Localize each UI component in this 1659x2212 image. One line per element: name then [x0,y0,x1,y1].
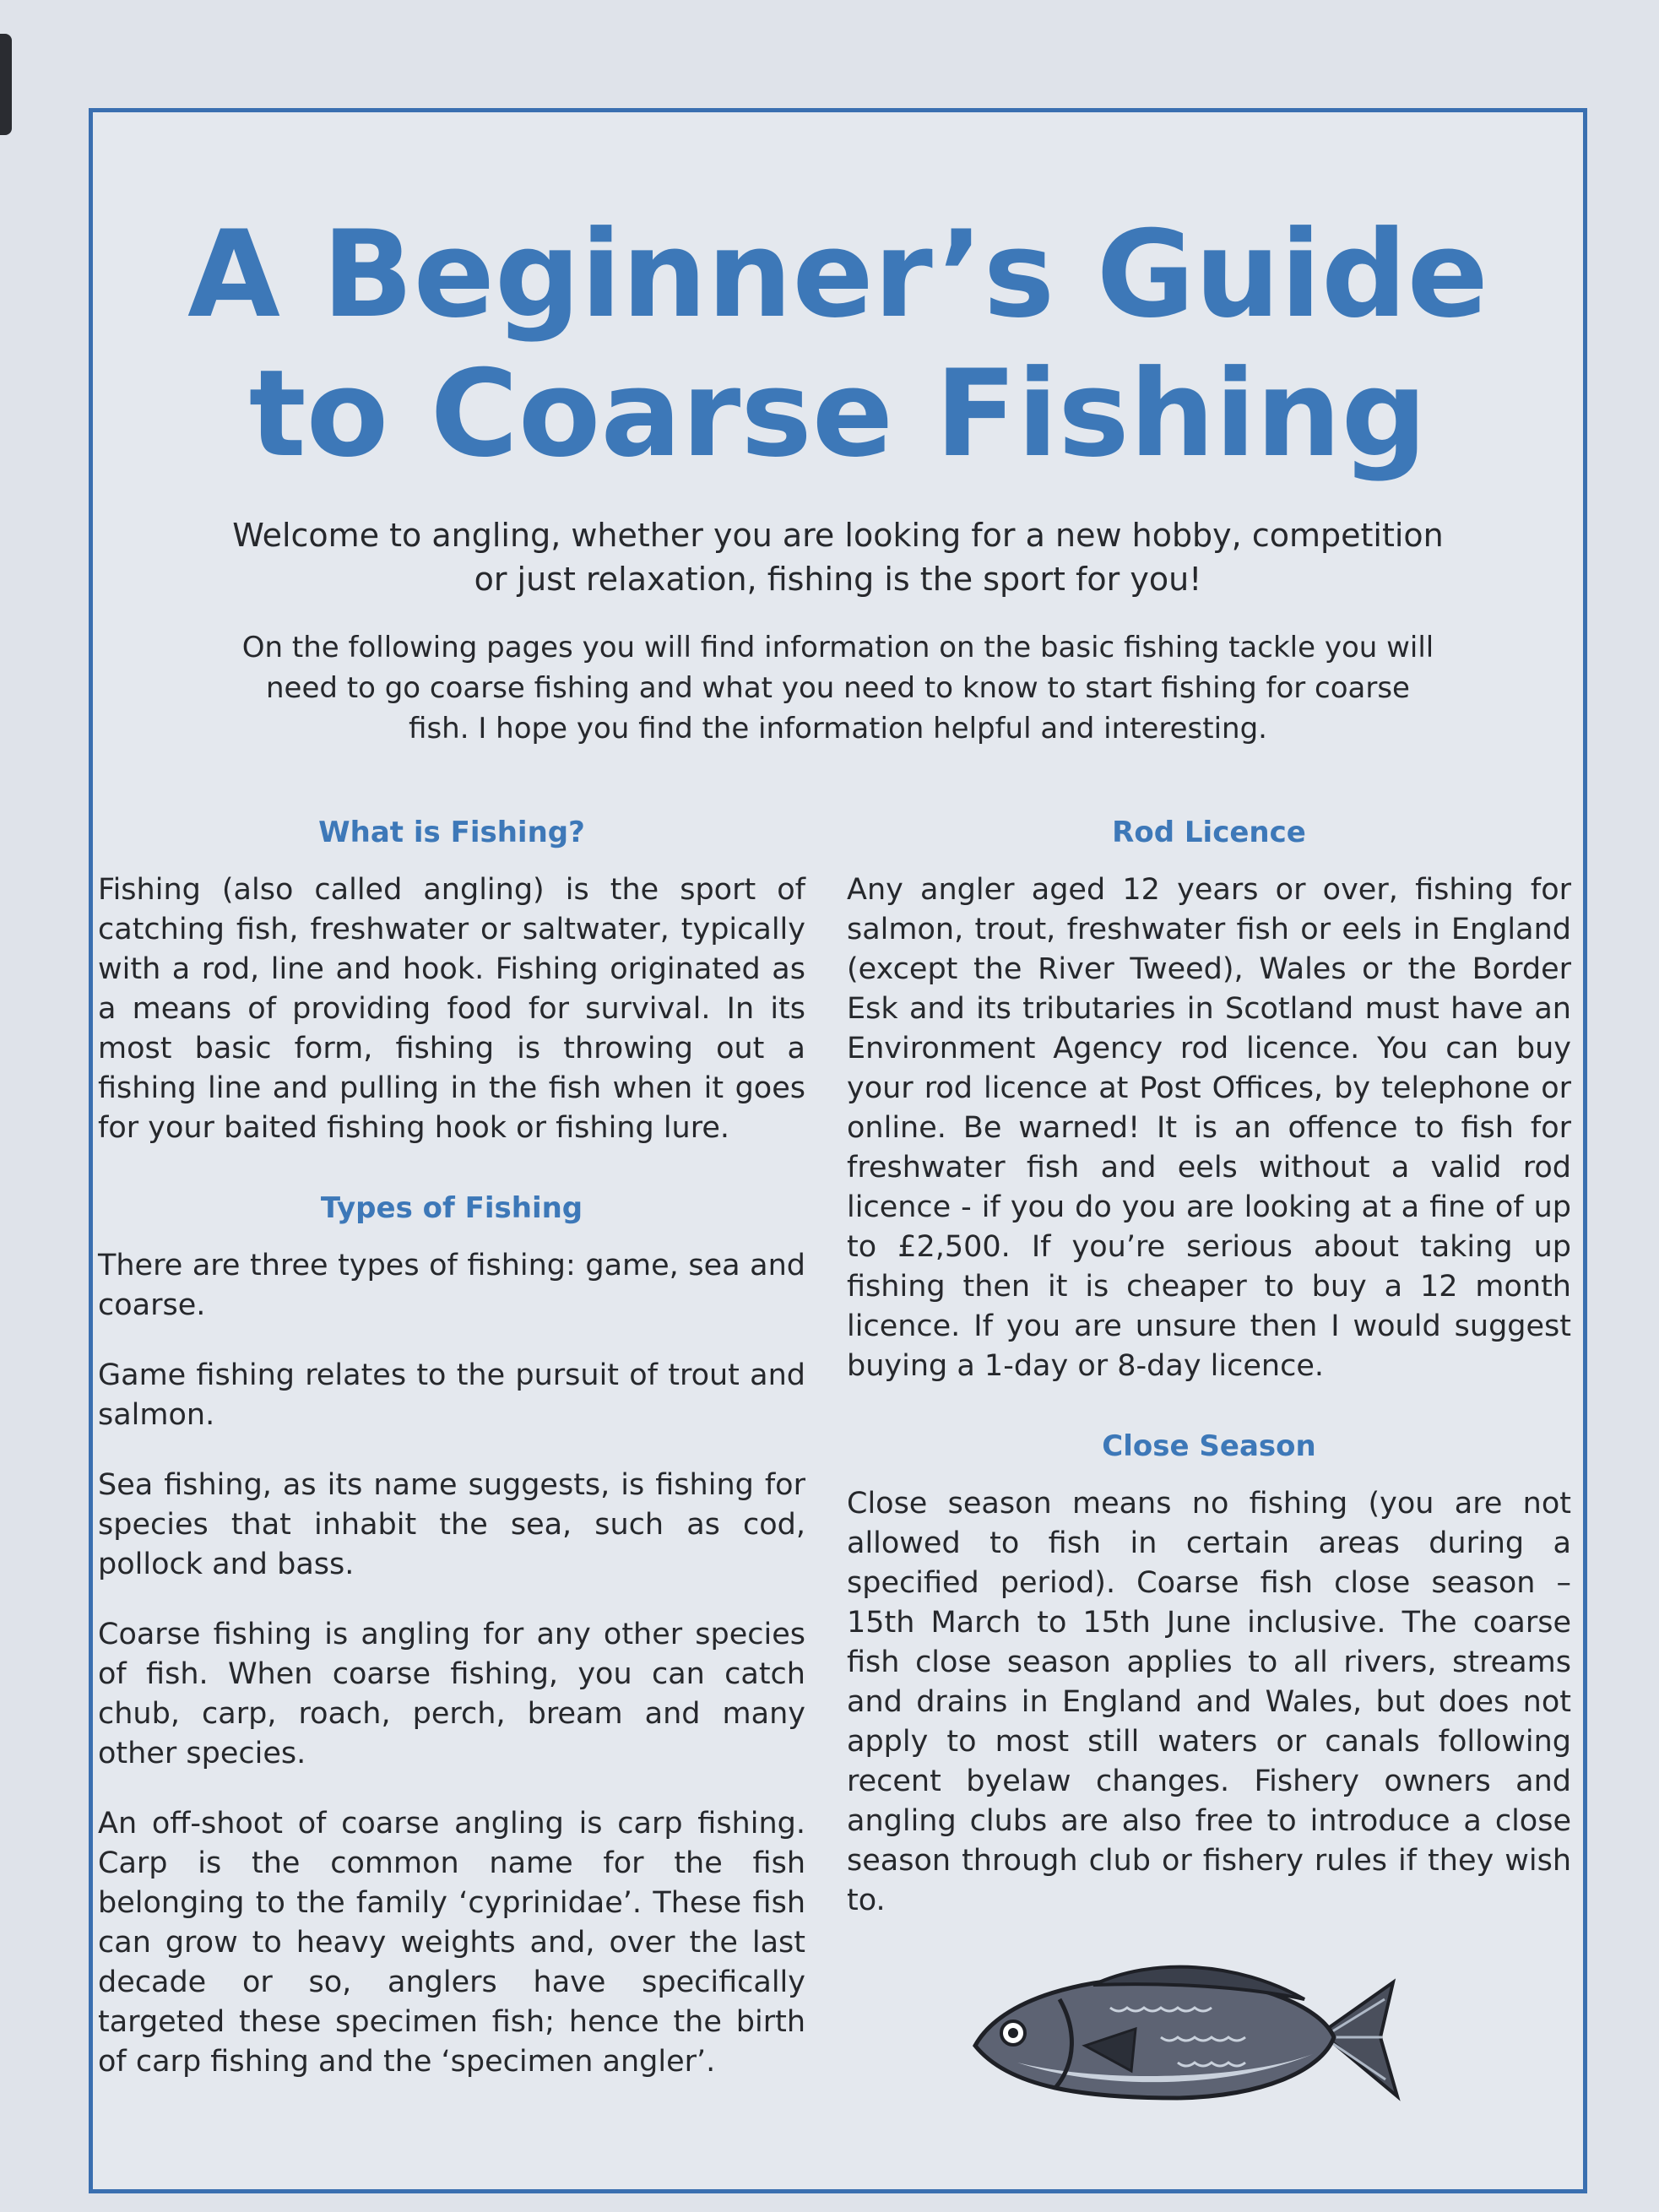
types-paragraph-4: Coarse fishing is angling for any other species of fish. When coarse fishing, you can catch chub, carp, roach, perch, bream and many other species. [98,1618,805,1770]
types-paragraph-3: Sea fishing, as its name suggests, is fishing for species that inhabit the sea, such as cod, pollock and bass. [98,1468,805,1581]
what-is-fishing-heading: What is Fishing? [318,816,585,849]
rod-licence-heading: Rod Licence [1112,816,1306,849]
binder-edge [0,34,12,135]
types-paragraph-1: There are three types of fishing: game, sea and coarse. [98,1249,805,1322]
types-of-fishing-heading: Types of Fishing [320,1191,583,1225]
page-title [93,205,1583,484]
fish-illustration-icon [967,1953,1406,2122]
what-is-fishing-text: Fishing (also called angling) is the sport of catching fish, freshwater or saltwater, typically with a rod, line and hook. Fishing originated as a means of providing food for survival. In its most basic form, fishing is throwing out a fishing line and pulling in the fish when it goes for your baited fishing hook or fishing lure. [98,873,805,1145]
right-column [842,813,1576,1921]
document-page [89,108,1587,2193]
types-paragraph-5: An off-shoot of coarse angling is carp fishing. Carp is the common name for the fish belonging to the family ‘cyprinidae’. These fish can grow to heavy weights and, over the last decade or so, anglers have specifically targeted these specimen fish; hence the birth of carp fishing and the ‘specimen angler’. [98,1807,805,2079]
left-column [93,813,811,2082]
intro-subtext: On the following pages you will find information on the basic fishing tackle you will need to go coarse fishing and what you need to know to start fishing for coarse fish. I hope you find the information helpful and interesting. [241,631,1434,745]
intro-text: Welcome to angling, whether you are looking for a new hobby, competition or just relaxation, fishing is the sport for you! [232,517,1444,598]
types-paragraph-2: Game fishing relates to the pursuit of trout and salmon. [98,1358,805,1432]
title-line-2: to Coarse Fishing [248,344,1428,484]
title-line-1: A Beginner’s Guide [187,205,1488,344]
rod-licence-text: Any angler aged 12 years or over, fishing for salmon, trout, freshwater fish or eels in England (except the River Tweed), Wales or the Border Esk and its tributaries in Scotland must have an Environment Agency rod licence. You can buy your rod licence at Post Offices, by telephone or online. Be warned! It is an offence to fish for freshwater fish and eels without a valid rod licence - if you do you are looking at a fine of up to £2,500. If you’re serious about taking up fishing then it is cheaper to buy a 12 month licence. If you are unsure then I would suggest buying a 1-day or 8-day licence. [847,873,1571,1383]
close-season-text: Close season means no fishing (you are not allowed to fish in certain areas during a specified period). Coarse fish close season – 15th March to 15th June inclusive. The coarse fish close season applies to all rivers, streams and drains in England and Wales, but does not apply to most still waters or canals following recent byelaw changes. Fishery owners and angling clubs are also free to introduce a close season through club or fishery rules if they wish to. [847,1487,1571,1917]
close-season-heading: Close Season [1102,1429,1316,1463]
